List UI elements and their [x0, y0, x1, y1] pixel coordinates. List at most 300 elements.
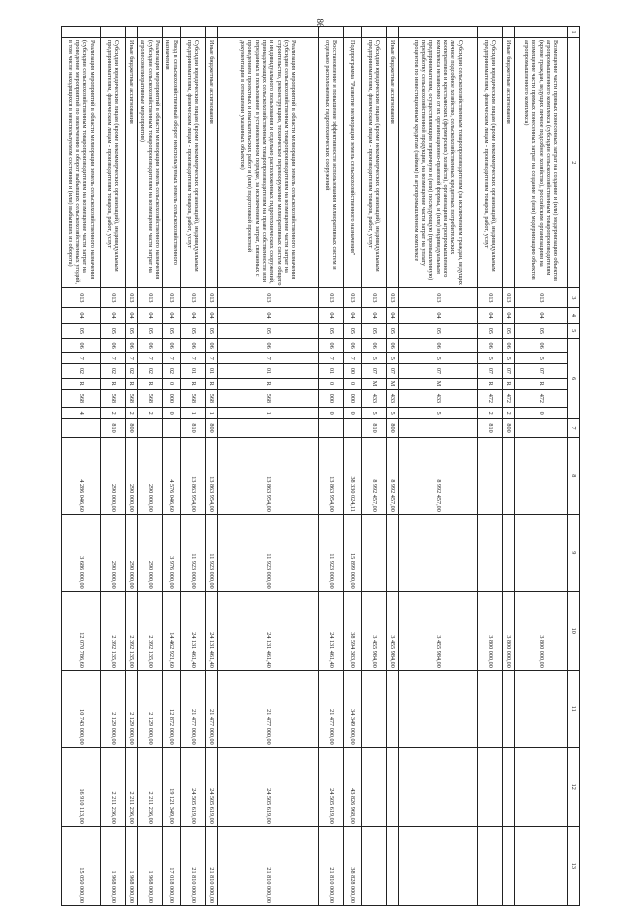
cell-c12: 24 505 619,00 — [206, 747, 218, 826]
table-row — [138, 27, 163, 906]
table-row — [218, 27, 319, 906]
table-row — [319, 27, 344, 906]
column-number-header — [568, 27, 580, 906]
cell-c13: 38 828 000,00 — [344, 826, 362, 905]
cell-vr: 810 — [478, 419, 503, 438]
table-row — [163, 27, 181, 906]
table-row — [399, 27, 478, 906]
cell-c9 — [503, 514, 515, 591]
row-index-cell — [163, 27, 181, 38]
cell-vr: 810 — [101, 419, 126, 438]
cell-c9: 11 923 000,00 — [206, 514, 218, 591]
cell-rz: 04 — [206, 308, 218, 323]
cell-c12: 2 211 236,00 — [101, 747, 126, 826]
cell-c8: 13 863 954,00 — [206, 437, 218, 514]
cell-grbs: 013 — [399, 288, 478, 308]
table-row — [344, 27, 362, 906]
col-num-4: 4 — [568, 308, 580, 323]
budget-table-sheet — [0, 26, 580, 906]
row-index-cell — [503, 27, 515, 38]
cell-grbs: 013 — [218, 288, 319, 308]
cell-k4: R — [62, 378, 101, 389]
cell-c11 — [387, 670, 399, 747]
cell-grbs: 013 — [503, 288, 515, 308]
cell-k6: 1 — [181, 408, 206, 419]
cell-c10: 24 131 461,40 — [319, 591, 344, 670]
cell-k6: 0 — [163, 408, 181, 419]
cell-k1: 06 — [515, 339, 568, 353]
cell-c12: 43 826 968,00 — [344, 747, 362, 826]
cell-vr — [163, 419, 181, 438]
page-number: 86 — [315, 18, 325, 28]
cell-c12: 19 121 349,00 — [163, 747, 181, 826]
cell-vr: 800 — [126, 419, 138, 438]
cell-k4: 0 — [344, 378, 362, 389]
cell-c9: 290 000,00 — [101, 514, 126, 591]
cell-c13: 17 018 000,00 — [163, 826, 181, 905]
cell-c12 — [362, 747, 387, 826]
cell-c12 — [387, 747, 399, 826]
row-index-cell — [181, 27, 206, 38]
cell-c10: 2 392 135,00 — [138, 591, 163, 670]
table-row — [126, 27, 138, 906]
cell-c12: 24 505 619,00 — [319, 747, 344, 826]
cell-grbs: 013 — [62, 288, 101, 308]
cell-name: Реализация мероприятий в области мелиорации земель сельскохозяйственного назначения (субсидии сельскохозяйственным товаропроизводителям на возмещение части затрат на проведение мероприятий по вовлечению в оборот выбывших сельскохозяйственных угодий, в том числе находящихся в неиспользуемом состоянии и (или) выбывших из оборота) — [62, 37, 101, 288]
cell-vr — [218, 419, 319, 438]
cell-k4: R — [138, 378, 163, 389]
cell-c8: 13 863 954,00 — [319, 437, 344, 514]
cell-k1: 06 — [344, 339, 362, 353]
cell-c9: 15 899 000,00 — [344, 514, 362, 591]
cell-k1: 06 — [101, 339, 126, 353]
cell-k5: 472 — [503, 389, 515, 408]
cell-c8: 8 992 457,00 — [362, 437, 387, 514]
cell-c9: 11 923 000,00 — [181, 514, 206, 591]
cell-grbs: 013 — [478, 288, 503, 308]
cell-rz: 04 — [163, 308, 181, 323]
cell-c11 — [503, 670, 515, 747]
cell-k3: 07 — [387, 364, 399, 378]
cell-k6: 0 — [344, 408, 362, 419]
cell-vr — [319, 419, 344, 438]
cell-rz: 04 — [319, 308, 344, 323]
cell-k3: 07 — [399, 364, 478, 378]
cell-vr: 800 — [206, 419, 218, 438]
cell-c9 — [515, 514, 568, 591]
cell-k4: R — [206, 378, 218, 389]
cell-c8: 290 000,00 — [101, 437, 126, 514]
cell-k4: R — [126, 378, 138, 389]
cell-k1: 06 — [218, 339, 319, 353]
cell-pr: 05 — [126, 323, 138, 338]
cell-name: Субсидии юридическим лицам (кроме некоммерческих организаций), индивидуальным предпринимателям, физическим лицам - производителям товаров, работ, услуг — [101, 37, 126, 288]
col-num-11: 11 — [568, 670, 580, 747]
cell-pr: 05 — [478, 323, 503, 338]
cell-grbs: 013 — [126, 288, 138, 308]
cell-k2: 7 — [138, 353, 163, 364]
col-num-1: 1 — [568, 27, 580, 38]
cell-k4: R — [218, 378, 319, 389]
cell-name: Ввод в сельскохозяйственный оборот неиспользуемых земель сельскохозяйственного назначения — [163, 37, 181, 288]
cell-k3: 07 — [503, 364, 515, 378]
cell-c9 — [478, 514, 503, 591]
row-index-cell — [362, 27, 387, 38]
cell-c8: 4 576 046,60 — [163, 437, 181, 514]
cell-c13 — [503, 826, 515, 905]
row-index-cell — [515, 27, 568, 38]
cell-rz: 04 — [387, 308, 399, 323]
cell-c8 — [478, 437, 503, 514]
cell-k1: 06 — [319, 339, 344, 353]
cell-c12 — [478, 747, 503, 826]
row-index-cell — [62, 27, 101, 38]
cell-k5: 433 — [362, 389, 387, 408]
cell-k2: 7 — [319, 353, 344, 364]
cell-grbs: 013 — [362, 288, 387, 308]
cell-name: Восстановление и повышение эффективности использования мелиоративных систем и отдельно расположенных гидротехнических сооружений — [319, 37, 344, 288]
cell-c9: 290 000,00 — [126, 514, 138, 591]
cell-k2: 5 — [515, 353, 568, 364]
cell-k3: 07 — [515, 364, 568, 378]
cell-c8: 13 863 954,00 — [181, 437, 206, 514]
cell-c12 — [515, 747, 568, 826]
cell-k1: 06 — [138, 339, 163, 353]
cell-vr — [344, 419, 362, 438]
cell-k4: R — [101, 378, 126, 389]
col-num-13: 13 — [568, 826, 580, 905]
cell-k2: 7 — [206, 353, 218, 364]
cell-grbs: 013 — [101, 288, 126, 308]
cell-k2: 7 — [126, 353, 138, 364]
cell-k4: R — [478, 378, 503, 389]
cell-c13: 15 050 000,00 — [62, 826, 101, 905]
col-num-10: 10 — [568, 591, 580, 670]
cell-k1: 06 — [362, 339, 387, 353]
budget-table — [61, 26, 580, 906]
cell-vr: 800 — [503, 419, 515, 438]
cell-c10: 3 800 000,00 — [503, 591, 515, 670]
cell-k2: 7 — [218, 353, 319, 364]
cell-vr — [515, 419, 568, 438]
cell-c13 — [399, 826, 478, 905]
col-num-6: 6 — [568, 339, 580, 419]
cell-c9: 3 686 000,00 — [62, 514, 101, 591]
cell-k5: 568 — [126, 389, 138, 408]
cell-rz: 04 — [344, 308, 362, 323]
cell-c8: 8 992 457,00 — [399, 437, 478, 514]
table-row — [387, 27, 399, 906]
table-row — [515, 27, 568, 906]
cell-k2: 7 — [181, 353, 206, 364]
row-index-cell — [218, 27, 319, 38]
table-row — [62, 27, 101, 906]
cell-k5: 568 — [206, 389, 218, 408]
cell-grbs: 013 — [163, 288, 181, 308]
cell-c9: 11 923 000,00 — [218, 514, 319, 591]
cell-c13 — [387, 826, 399, 905]
cell-k6: 5 — [387, 408, 399, 419]
cell-c12: 2 211 236,00 — [138, 747, 163, 826]
cell-rz: 04 — [503, 308, 515, 323]
cell-k3: 00 — [344, 364, 362, 378]
cell-vr: 800 — [387, 419, 399, 438]
cell-k4: R — [181, 378, 206, 389]
cell-k5: 568 — [218, 389, 319, 408]
cell-vr: 810 — [362, 419, 387, 438]
cell-grbs: 013 — [181, 288, 206, 308]
cell-rz: 04 — [478, 308, 503, 323]
cell-c11: 21 477 000,00 — [319, 670, 344, 747]
cell-k6: 2 — [126, 408, 138, 419]
cell-rz: 04 — [126, 308, 138, 323]
cell-c8: 38 330 024,11 — [344, 437, 362, 514]
cell-rz: 04 — [362, 308, 387, 323]
cell-grbs: 013 — [387, 288, 399, 308]
cell-pr: 05 — [206, 323, 218, 338]
cell-name: Субсидии юридическим лицам (кроме некоммерческих организаций), индивидуальным предпринимателям, физическим лицам - производителям товаров, работ, услуг — [478, 37, 503, 288]
cell-k2: 5 — [478, 353, 503, 364]
table-row — [362, 27, 387, 906]
cell-k2: 5 — [503, 353, 515, 364]
cell-c10: 3 455 984,00 — [399, 591, 478, 670]
cell-c11: 21 477 000,00 — [181, 670, 206, 747]
cell-k4: R — [515, 378, 568, 389]
col-num-7: 7 — [568, 419, 580, 438]
cell-c9 — [362, 514, 387, 591]
cell-c8: 290 000,00 — [138, 437, 163, 514]
cell-pr: 05 — [503, 323, 515, 338]
cell-k5: 568 — [138, 389, 163, 408]
cell-k5: 000 — [319, 389, 344, 408]
col-num-2: 2 — [568, 37, 580, 288]
cell-rz: 04 — [101, 308, 126, 323]
cell-k1: 06 — [62, 339, 101, 353]
cell-c11 — [478, 670, 503, 747]
cell-k6: 5 — [399, 408, 478, 419]
cell-k1: 06 — [478, 339, 503, 353]
cell-name: Иные бюджетные ассигнования — [503, 37, 515, 288]
cell-k5: 568 — [181, 389, 206, 408]
cell-k2: 5 — [399, 353, 478, 364]
cell-c13: 21 810 000,00 — [319, 826, 344, 905]
cell-k3: 07 — [478, 364, 503, 378]
cell-rz: 04 — [515, 308, 568, 323]
cell-c9: 11 923 000,00 — [319, 514, 344, 591]
cell-k2: 7 — [62, 353, 101, 364]
cell-rz: 04 — [218, 308, 319, 323]
cell-c10: 3 800 000,00 — [478, 591, 503, 670]
cell-k3: 02 — [138, 364, 163, 378]
table-row — [206, 27, 218, 906]
cell-c11 — [399, 670, 478, 747]
cell-grbs: 013 — [344, 288, 362, 308]
cell-rz: 04 — [399, 308, 478, 323]
row-index-cell — [101, 27, 126, 38]
cell-c13: 1 968 000,00 — [138, 826, 163, 905]
row-index-cell — [399, 27, 478, 38]
row-index-cell — [344, 27, 362, 38]
cell-c10: 14 462 921,60 — [163, 591, 181, 670]
cell-k2: 5 — [362, 353, 387, 364]
cell-c11: 34 349 000,00 — [344, 670, 362, 747]
cell-c8 — [515, 437, 568, 514]
cell-c10: 24 131 461,40 — [218, 591, 319, 670]
cell-k6: 1 — [218, 408, 319, 419]
cell-c13 — [362, 826, 387, 905]
cell-c9: 290 000,00 — [138, 514, 163, 591]
col-num-9: 9 — [568, 514, 580, 591]
cell-k1: 06 — [387, 339, 399, 353]
cell-c13: 21 810 000,00 — [181, 826, 206, 905]
cell-k5: 000 — [163, 389, 181, 408]
cell-k2: 7 — [101, 353, 126, 364]
cell-pr: 05 — [181, 323, 206, 338]
cell-k4: 0 — [163, 378, 181, 389]
col-num-5: 5 — [568, 323, 580, 338]
col-num-12: 12 — [568, 747, 580, 826]
table-row — [503, 27, 515, 906]
cell-k6: 2 — [101, 408, 126, 419]
cell-k6: 2 — [503, 408, 515, 419]
cell-c10: 38 594 383,00 — [344, 591, 362, 670]
col-num-8: 8 — [568, 437, 580, 514]
cell-c11: 21 477 000,00 — [206, 670, 218, 747]
cell-name: Субсидии юридическим лицам (кроме некоммерческих организаций), индивидуальным предпринимателям, физическим лицам - производителям товаров, работ, услуг — [181, 37, 206, 288]
cell-k3: 02 — [126, 364, 138, 378]
cell-c10: 24 131 461,40 — [206, 591, 218, 670]
cell-pr: 05 — [387, 323, 399, 338]
cell-k2: 7 — [163, 353, 181, 364]
table-body — [62, 27, 568, 906]
cell-k3: 01 — [218, 364, 319, 378]
cell-c11 — [515, 670, 568, 747]
row-index-cell — [478, 27, 503, 38]
cell-k5: 568 — [62, 389, 101, 408]
cell-c10: 2 392 135,00 — [101, 591, 126, 670]
cell-k1: 06 — [126, 339, 138, 353]
cell-k5: 568 — [101, 389, 126, 408]
cell-k5: 000 — [344, 389, 362, 408]
cell-k3: 02 — [101, 364, 126, 378]
cell-c10: 3 455 984,00 — [387, 591, 399, 670]
cell-vr: 810 — [181, 419, 206, 438]
cell-k4: R — [503, 378, 515, 389]
cell-pr: 05 — [62, 323, 101, 338]
cell-c11: 2 129 000,00 — [126, 670, 138, 747]
cell-grbs: 013 — [515, 288, 568, 308]
cell-c11: 10 743 000,00 — [62, 670, 101, 747]
cell-k6: 2 — [138, 408, 163, 419]
table-row — [181, 27, 206, 906]
col-num-3: 3 — [568, 288, 580, 308]
cell-c8: 290 000,00 — [126, 437, 138, 514]
cell-k3: 01 — [206, 364, 218, 378]
table-row — [101, 27, 126, 906]
cell-c13: 21 810 000,00 — [218, 826, 319, 905]
cell-name: Иные бюджетные ассигнования — [206, 37, 218, 288]
cell-k1: 06 — [206, 339, 218, 353]
cell-grbs: 013 — [319, 288, 344, 308]
cell-k4: M — [387, 378, 399, 389]
cell-k3: 02 — [62, 364, 101, 378]
cell-c12: 16 910 113,00 — [62, 747, 101, 826]
cell-pr: 05 — [138, 323, 163, 338]
table-row — [478, 27, 503, 906]
cell-pr: 05 — [399, 323, 478, 338]
cell-k5: 472 — [478, 389, 503, 408]
cell-c8: 13 863 954,00 — [218, 437, 319, 514]
cell-k6: 0 — [515, 408, 568, 419]
cell-k4: 0 — [319, 378, 344, 389]
cell-pr: 05 — [319, 323, 344, 338]
cell-c9 — [399, 514, 478, 591]
cell-name: Субсидии сельскохозяйственным товаропроизводителям (за исключением граждан, ведущих личное подсобное хозяйство, сельскохозяйственных кредитных потребительских кооперативов и крестьянских (фермерских) хозяйств), организациям агропромышленного комплекса независимо от их организационно-правовой формы, и (или) индивидуальным предпринимателям, осуществляющим первичную и (или) последующую (промышленную) переработку сельскохозяйственной продукции, на возмещение части затрат на уплату процентов по инвестиционным кредитам (займам) в агропромышленном комплексе — [399, 37, 478, 288]
cell-c10: 24 131 461,40 — [181, 591, 206, 670]
cell-c10: 2 392 135,00 — [126, 591, 138, 670]
cell-c11: 2 129 000,00 — [101, 670, 126, 747]
cell-k6: 1 — [206, 408, 218, 419]
cell-k5: 433 — [387, 389, 399, 408]
cell-grbs: 013 — [206, 288, 218, 308]
cell-k3: 01 — [319, 364, 344, 378]
cell-c12: 2 211 236,00 — [126, 747, 138, 826]
cell-c11: 2 129 000,00 — [138, 670, 163, 747]
cell-k1: 06 — [181, 339, 206, 353]
cell-c9 — [387, 514, 399, 591]
cell-rz: 04 — [181, 308, 206, 323]
cell-c9: 3 976 000,00 — [163, 514, 181, 591]
cell-k5: 472 — [515, 389, 568, 408]
cell-rz: 04 — [138, 308, 163, 323]
cell-c12: 24 505 619,00 — [181, 747, 206, 826]
cell-vr — [138, 419, 163, 438]
cell-name: Иные бюджетные ассигнования — [387, 37, 399, 288]
cell-c13 — [478, 826, 503, 905]
cell-k6: 5 — [362, 408, 387, 419]
row-index-cell — [319, 27, 344, 38]
cell-c10: 3 455 984,00 — [362, 591, 387, 670]
cell-k1: 06 — [399, 339, 478, 353]
cell-c11 — [362, 670, 387, 747]
cell-name: Реализация мероприятий в области мелиорации земель сельскохозяйственного назначения (субсидии сельскохозяйственным товаропроизводителям на возмещение части затрат на агролесомелиоративные мероприятия) — [138, 37, 163, 288]
cell-k1: 06 — [163, 339, 181, 353]
cell-k6: 4 — [62, 408, 101, 419]
cell-rz: 04 — [62, 308, 101, 323]
cell-c11: 21 477 000,00 — [218, 670, 319, 747]
cell-k2: 5 — [387, 353, 399, 364]
row-index-cell — [126, 27, 138, 38]
cell-c13: 1 968 000,00 — [101, 826, 126, 905]
cell-k4: M — [399, 378, 478, 389]
cell-k3: 07 — [362, 364, 387, 378]
cell-c10: 3 800 000,00 — [515, 591, 568, 670]
cell-pr: 05 — [101, 323, 126, 338]
cell-vr — [62, 419, 101, 438]
cell-c8 — [503, 437, 515, 514]
row-index-cell — [387, 27, 399, 38]
cell-grbs: 013 — [138, 288, 163, 308]
row-index-cell — [138, 27, 163, 38]
cell-c12 — [399, 747, 478, 826]
cell-c13: 1 968 000,00 — [126, 826, 138, 905]
cell-k2: 7 — [344, 353, 362, 364]
cell-name: Подпрограмма "Развитие мелиорации земель сельскохозяйственного назначения" — [344, 37, 362, 288]
cell-name: Субсидии юридическим лицам (кроме некоммерческих организаций), индивидуальным предпринимателям, физическим лицам - производителям товаров, работ, услуг — [362, 37, 387, 288]
cell-name: Иные бюджетные ассигнования — [126, 37, 138, 288]
cell-c13: 21 810 000,00 — [206, 826, 218, 905]
cell-pr: 05 — [344, 323, 362, 338]
